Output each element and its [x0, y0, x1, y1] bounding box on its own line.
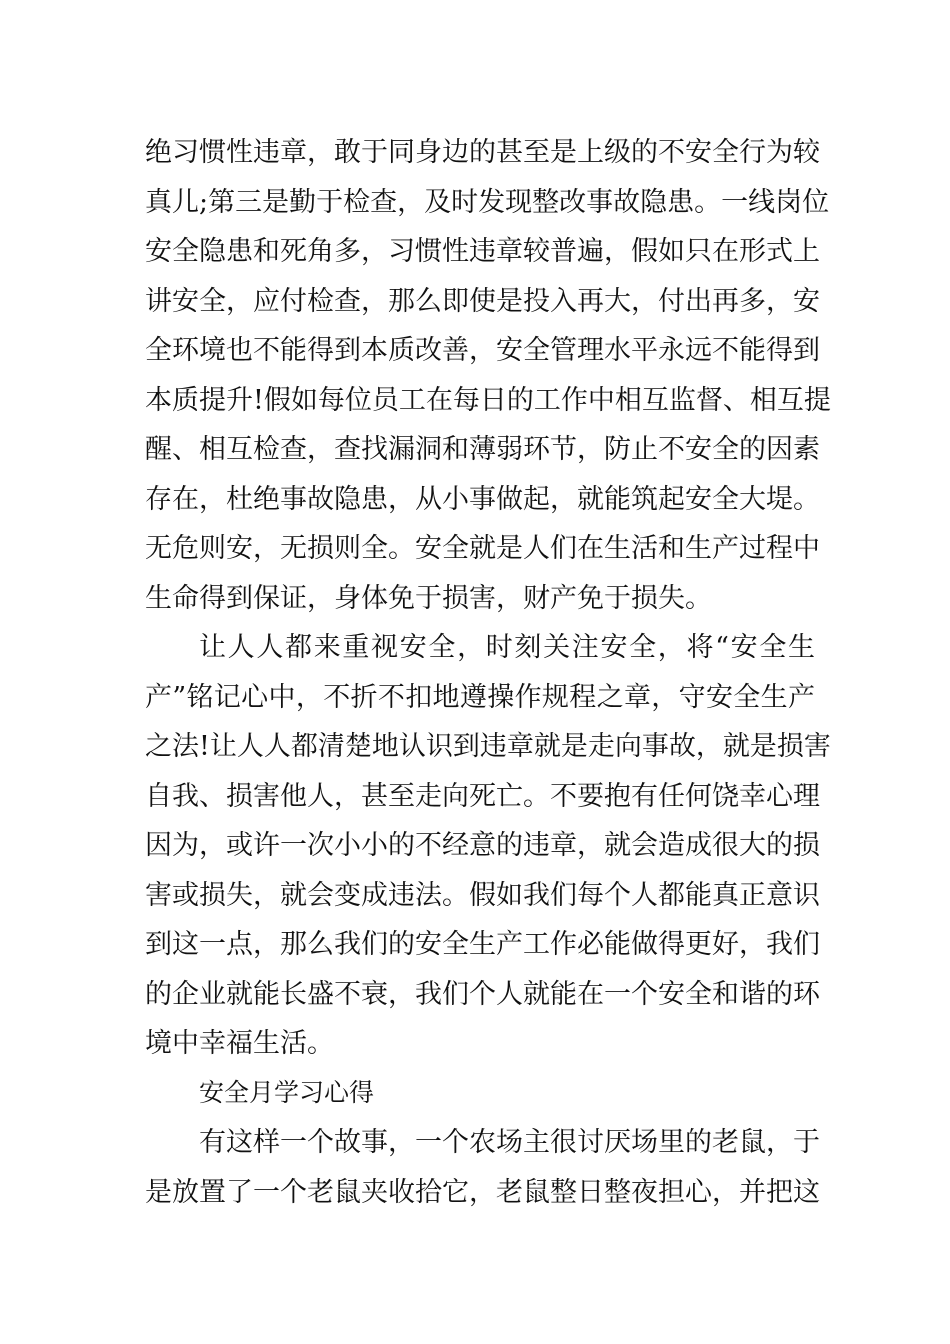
text-line: 到这一点，那么我们的安全生产工作必能做得更好，我们	[145, 929, 820, 960]
text-line: 安全隐患和死角多，习惯性违章较普遍，假如只在形式上	[145, 236, 820, 267]
text-line: 让人人都来重视安全，时刻关注安全，将“安全生	[199, 632, 815, 663]
text-line: 产”铭记心中，不折不扣地遵操作规程之章，守安全生产	[145, 681, 815, 713]
text-line: 生命得到保证，身体免于损害，财产免于损失。	[145, 582, 712, 614]
text-line: 醒、相互检查，查找漏洞和薄弱环节，防止不安全的因素	[145, 434, 820, 465]
paragraph-story	[145, 1118, 820, 1217]
text-line: 因为，或许一次小小的不经意的违章，就会造成很大的损	[145, 830, 820, 861]
text-line: 有这样一个故事，一个农场主很讨厌场里的老鼠，于	[199, 1127, 820, 1158]
text-line: 全环境也不能得到本质改善，安全管理水平永远不能得到	[145, 335, 820, 366]
text-line: 讲安全，应付检查，那么即使是投入再大，付出再多，安	[145, 285, 820, 317]
text-line: 绝习惯性违章，敢于同身边的甚至是上级的不安全行为较	[145, 137, 820, 168]
paragraph-safety-inspection	[145, 128, 831, 623]
text-line: 真儿;第三是勤于检查，及时发现整改事故隐患。一线岗位	[145, 186, 830, 218]
section-heading	[145, 1068, 815, 1118]
text-line: 境中幸福生活。	[145, 1028, 334, 1059]
text-line: 的企业就能长盛不衰，我们个人就能在一个安全和谐的环	[145, 978, 820, 1010]
section-title: 安全月学习心得	[199, 1078, 375, 1107]
paragraph-value-safety	[145, 623, 831, 1069]
text-line: 本质提升!假如每位员工在每日的工作中相互监督、相互提	[145, 384, 831, 416]
text-line: 无危则安，无损则全。安全就是人们在生活和生产过程中	[145, 533, 820, 564]
text-line: 存在，杜绝事故隐患，从小事做起，就能筑起安全大堤。	[145, 483, 820, 515]
text-line: 自我、损害他人，甚至走向死亡。不要抱有任何饶幸心理	[145, 780, 820, 812]
text-line: 害或损失，就会变成违法。假如我们每个人都能真正意识	[145, 879, 820, 911]
text-line: 是放置了一个老鼠夹收拾它，老鼠整日整夜担心，并把这	[145, 1176, 820, 1208]
text-line: 之法!让人人都清楚地认识到违章就是走向事故，就是损害	[145, 731, 831, 762]
